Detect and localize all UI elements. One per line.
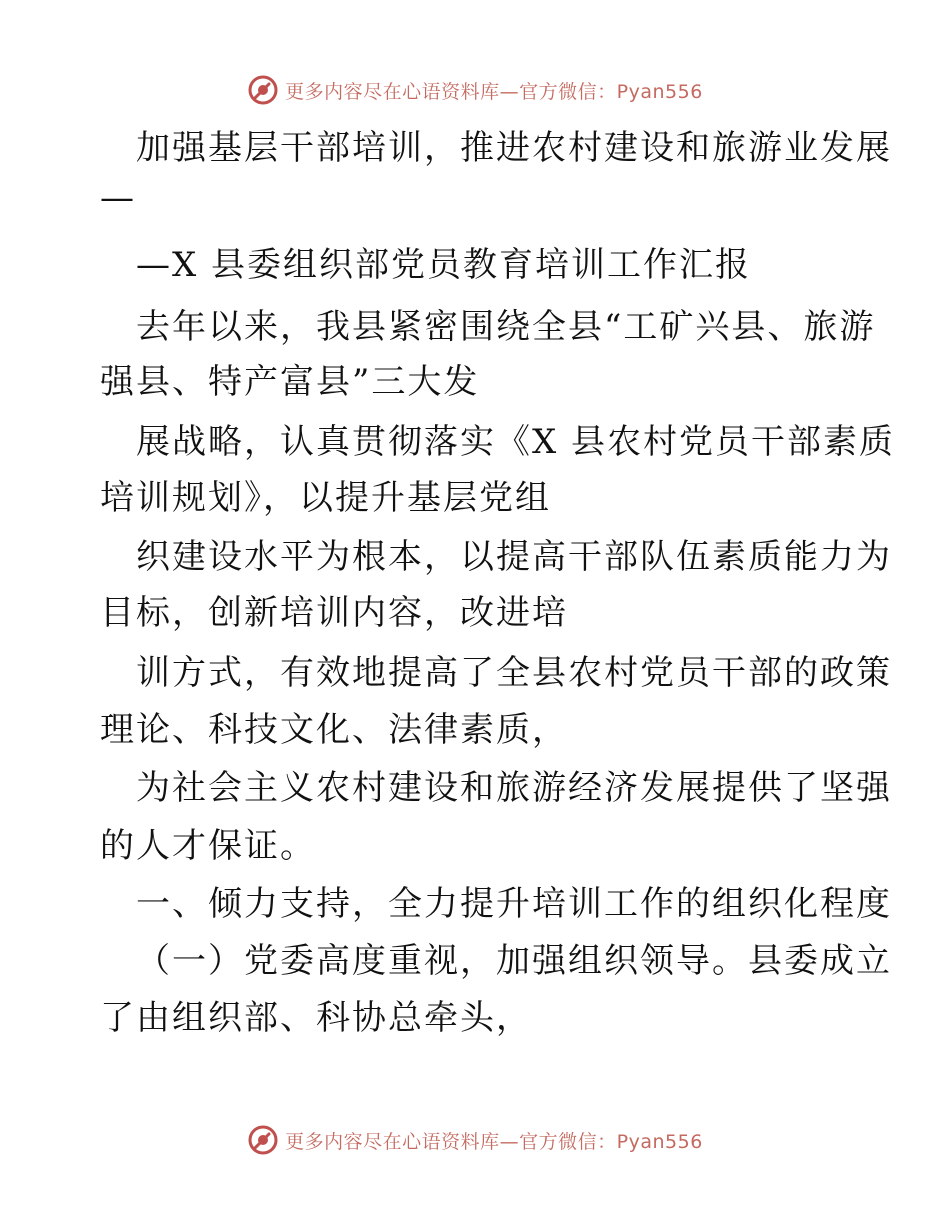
paragraph-line: 去年以来，我县紧密围绕全县“工矿兴县、旅游 bbox=[136, 307, 876, 347]
watermark-text: 更多内容尽在心语资料库—官方微信：Pyan556 bbox=[285, 1130, 703, 1153]
paragraph-line: 的人才保证。 bbox=[100, 826, 316, 866]
paragraph-line: 训方式，有效地提高了全县农村党员干部的政策 bbox=[136, 653, 892, 693]
footer-watermark bbox=[0, 1122, 950, 1158]
doc-subtitle: —X 县委组织部党员教育培训工作汇报 bbox=[136, 245, 752, 285]
watermark-text: 更多内容尽在心语资料库—官方微信：Pyan556 bbox=[285, 80, 703, 103]
paragraph-line: 培训规划》，以提升基层党组 bbox=[100, 478, 551, 518]
doc-title-line-2: — bbox=[100, 178, 136, 218]
paragraph-line: 织建设水平为根本，以提高干部队伍素质能力为 bbox=[136, 537, 892, 577]
paragraph-line: 强县、特产富县”三大发 bbox=[100, 362, 480, 402]
paragraph-line: 为社会主义农村建设和旅游经济发展提供了坚强 bbox=[136, 768, 892, 808]
paragraph-line: 展战略，认真贯彻落实《X 县农村党员干部素质 bbox=[136, 422, 896, 462]
paragraph-line: 理论、科技文化、法律素质， bbox=[100, 710, 568, 750]
subsection-heading: （一）党委高度重视，加强组织领导。县委成立 bbox=[136, 941, 892, 981]
section-heading: 一、倾力支持，全力提升培训工作的组织化程度 bbox=[136, 884, 892, 924]
doc-title-line-1: 加强基层干部培训，推进农村建设和旅游业发展 bbox=[136, 128, 892, 168]
paragraph-line: 了由组织部、科协总牵头， bbox=[100, 998, 532, 1038]
paragraph-line: 目标，创新培训内容，改进培 bbox=[100, 593, 568, 633]
seal-logo-icon bbox=[247, 1124, 279, 1156]
